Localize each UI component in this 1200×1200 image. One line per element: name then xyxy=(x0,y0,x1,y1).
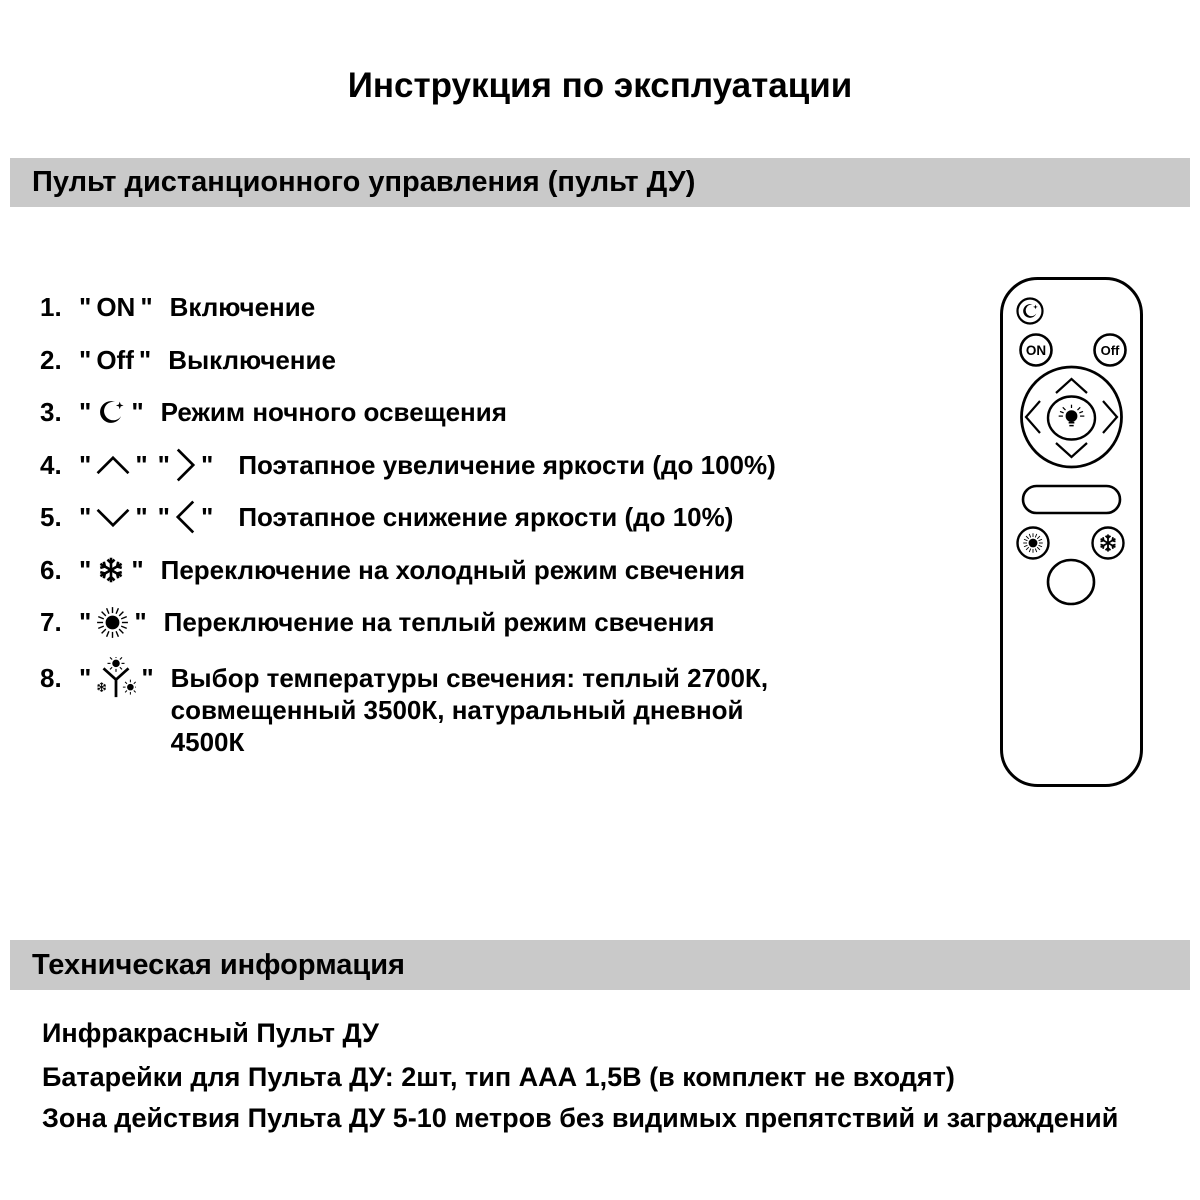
list-item-brightness-up xyxy=(40,443,776,487)
quote-mark: " xyxy=(79,663,92,693)
quote-mark: " xyxy=(135,501,148,532)
list-item-cold-mode xyxy=(40,548,745,592)
item-number: 6. xyxy=(40,554,62,585)
tech-section-heading: Техническая информация xyxy=(32,948,405,981)
quote-mark: " xyxy=(134,606,147,637)
remote-on-label: ON xyxy=(1025,343,1047,358)
item-number: 2. xyxy=(40,344,62,375)
list-item-brightness-down xyxy=(40,495,733,539)
item-number: 4. xyxy=(40,449,62,480)
tech-line-remote-type: Инфракрасный Пульт ДУ xyxy=(42,1018,379,1048)
quote-mark: " xyxy=(200,501,214,532)
quote-mark: " xyxy=(79,606,92,637)
item-text: Выключение xyxy=(168,344,336,375)
quote-mark: " xyxy=(157,449,170,480)
temperature-select-icon xyxy=(96,657,136,701)
sun-icon xyxy=(1023,533,1043,553)
section-banner-remote xyxy=(10,158,1190,207)
tech-line-batteries: Батарейки для Пульта ДУ: 2шт, тип ААА 1,5В (в комплект не входят) xyxy=(42,1062,955,1092)
list-item-off xyxy=(40,338,336,382)
chevron-right-icon xyxy=(175,448,196,482)
on-key-label: ON xyxy=(96,291,136,322)
tech-line-range: Зона действия Пульта ДУ 5-10 метров без видимых препятствий и заграждений xyxy=(42,1103,1119,1133)
remote-section-heading: Пульт дистанционного управления (пульт ДУ) xyxy=(32,166,696,198)
list-item-night-mode xyxy=(40,390,507,434)
item-number: 7. xyxy=(40,606,62,637)
quote-mark: " xyxy=(79,344,92,375)
item-text: Поэтапное снижение яркости (до 10%) xyxy=(238,501,734,532)
item-text: Включение xyxy=(169,291,316,322)
list-item-temperature-select xyxy=(40,662,821,758)
item-number: 1. xyxy=(40,291,62,322)
quote-mark: " xyxy=(135,449,148,480)
quote-mark: " xyxy=(79,449,92,480)
quote-mark: " xyxy=(131,554,144,585)
quote-mark: " xyxy=(140,291,153,322)
list-item-on xyxy=(40,285,315,329)
item-number: 5. xyxy=(40,501,62,532)
chevron-left-icon xyxy=(175,500,196,534)
snowflake-icon xyxy=(96,555,126,585)
quote-mark: " xyxy=(79,501,92,532)
section-banner-tech xyxy=(10,940,1190,990)
item-text: Переключение на холодный режим свечения xyxy=(160,554,746,585)
quote-mark: " xyxy=(141,663,154,693)
remote-illustration xyxy=(1000,277,1143,787)
chevron-down-icon xyxy=(96,507,130,528)
item-number: 3. xyxy=(40,396,62,427)
page-title: Инструкция по эксплуатации xyxy=(347,66,853,105)
off-key-label: Off xyxy=(96,344,134,375)
item-number: 8. xyxy=(40,663,62,693)
chevron-up-icon xyxy=(96,455,130,476)
item-text: Режим ночного освещения xyxy=(160,396,507,427)
quote-mark: " xyxy=(157,501,170,532)
list-item-warm-mode xyxy=(40,600,715,644)
quote-mark: " xyxy=(79,291,92,322)
quote-mark: " xyxy=(79,396,92,427)
quote-mark: " xyxy=(138,344,152,375)
quote-mark: " xyxy=(200,449,214,480)
moon-icon xyxy=(96,397,126,427)
sun-icon xyxy=(96,606,129,639)
quote-mark: " xyxy=(79,554,92,585)
item-text: Поэтапное увеличение яркости (до 100%) xyxy=(238,449,776,480)
item-text: Переключение на теплый режим свечения xyxy=(163,606,715,637)
item-text: Выбор температуры свечения: теплый 2700К, совмещенный 3500К, натуральный дневной 4500К xyxy=(170,663,769,757)
remote-off-label: Off xyxy=(1100,343,1120,358)
quote-mark: " xyxy=(131,396,144,427)
